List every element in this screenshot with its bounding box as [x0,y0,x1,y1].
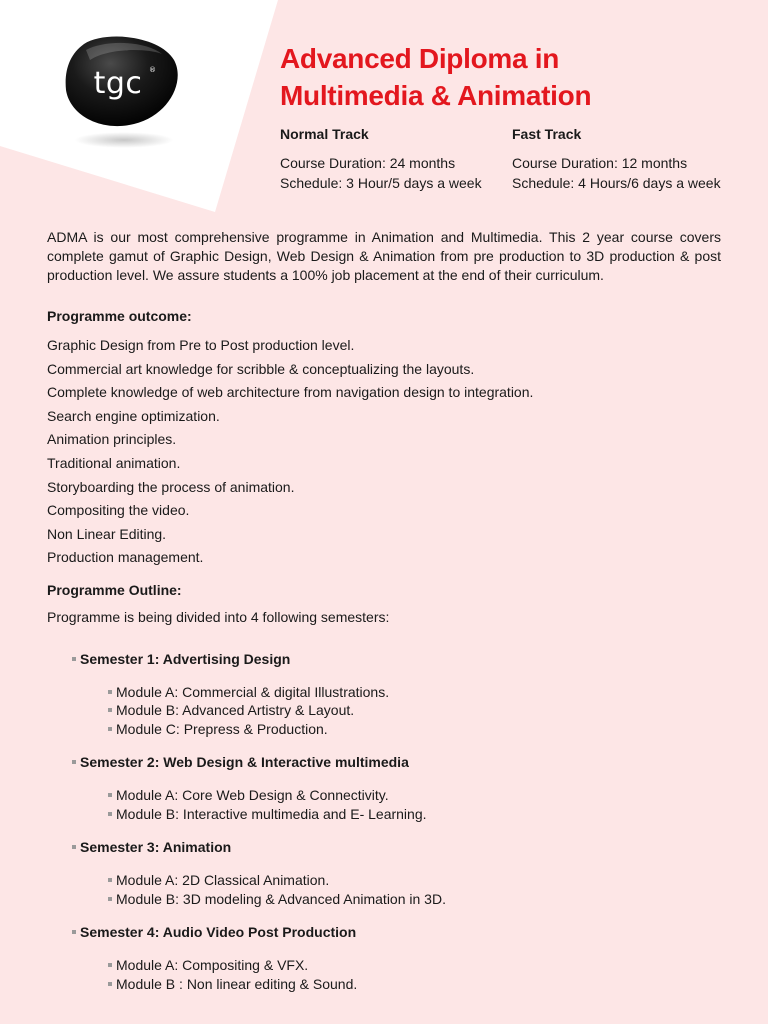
outcome-item: Storyboarding the process of animation. [47,478,295,495]
outcome-item: Compositing the video. [47,502,190,519]
square-bullet-icon [108,897,112,901]
square-bullet-icon [108,812,112,816]
square-bullet-icon [72,845,76,849]
logo-text: tgc [93,66,143,101]
logo-shadow [74,132,174,148]
semester-4 [80,922,721,993]
fast-track-heading: Fast Track [512,126,582,142]
module-list [116,683,721,739]
semester-list [47,649,721,994]
module-label: Module B: 3D modeling & Advanced Animation in 3D. [116,890,446,907]
module-item [116,786,721,805]
outcome-list [47,334,721,570]
module-item [116,683,721,702]
semester-3 [80,837,721,908]
outline-heading: Programme Outline: [47,581,182,598]
normal-track-schedule: Schedule: 3 Hour/5 days a week [280,175,482,191]
semester-title: Semester 2: Web Design & Interactive multimedia [80,754,409,771]
square-bullet-icon [72,930,76,934]
square-bullet-icon [72,760,76,764]
outcome-item: Search engine optimization. [47,407,220,424]
square-bullet-icon [108,982,112,986]
title-line-2: Multimedia & Animation [280,80,592,111]
fast-track-duration: Course Duration: 12 months [512,155,688,171]
fast-track-schedule: Schedule: 4 Hours/6 days a week [512,175,721,191]
module-label: Module B: Interactive multimedia and E- Learning. [116,805,427,822]
module-item [116,890,721,909]
outcome-item: Commercial art knowledge for scribble & conceptualizing the layouts. [47,360,475,377]
outcome-item: Production management. [47,549,204,566]
module-label: Module A: Commercial & digital Illustrations. [116,683,390,700]
page-title [280,40,591,114]
square-bullet-icon [108,878,112,882]
registered-mark: ® [149,66,156,74]
square-bullet-icon [108,793,112,797]
module-list [116,786,721,823]
semester-1 [80,649,721,739]
outcome-item: Complete knowledge of web architecture from navigation design to integration. [47,384,534,401]
main-content [47,228,721,1007]
semester-title: Semester 4: Audio Video Post Production [80,924,357,941]
module-item [116,701,721,720]
square-bullet-icon [108,690,112,694]
semester-title: Semester 1: Advertising Design [80,650,291,667]
square-bullet-icon [108,727,112,731]
module-item [116,805,721,824]
square-bullet-icon [108,963,112,967]
intro-paragraph: ADMA is our most comprehensive programme in Animation and Multimedia. This 2 year course covers complete gamut of Graphic Design, Web Design & Animation from pre production to 3D production & post production level. We assure students a 100% job placement at the end of their curriculum. [47,229,721,283]
module-list [116,871,721,908]
module-item [116,975,721,994]
module-list [116,956,721,993]
module-label: Module C: Prepress & Production. [116,720,328,737]
title-line-1: Advanced Diploma in [280,43,560,74]
square-bullet-icon [108,708,112,712]
tgc-logo [64,34,180,128]
semester-title: Semester 3: Animation [80,839,232,856]
normal-track-duration: Course Duration: 24 months [280,155,456,171]
module-label: Module B : Non linear editing & Sound. [116,975,358,992]
normal-track [280,124,520,193]
outline-intro: Programme is being divided into 4 following semesters: [47,608,390,625]
module-item [116,720,721,739]
module-item [116,871,721,890]
outcome-item: Graphic Design from Pre to Post production level. [47,337,355,353]
fast-track [512,124,752,193]
square-bullet-icon [72,657,76,661]
outcome-item: Traditional animation. [47,454,181,471]
module-label: Module A: 2D Classical Animation. [116,872,330,889]
normal-track-heading: Normal Track [280,126,369,142]
module-label: Module A: Compositing & VFX. [116,957,309,974]
outcome-item: Non Linear Editing. [47,525,167,542]
module-label: Module B: Advanced Artistry & Layout. [116,702,355,719]
semester-2 [80,752,721,823]
outcome-heading: Programme outcome: [47,308,192,324]
module-item [116,956,721,975]
outcome-item: Animation principles. [47,431,177,448]
module-label: Module A: Core Web Design & Connectivity. [116,787,389,804]
